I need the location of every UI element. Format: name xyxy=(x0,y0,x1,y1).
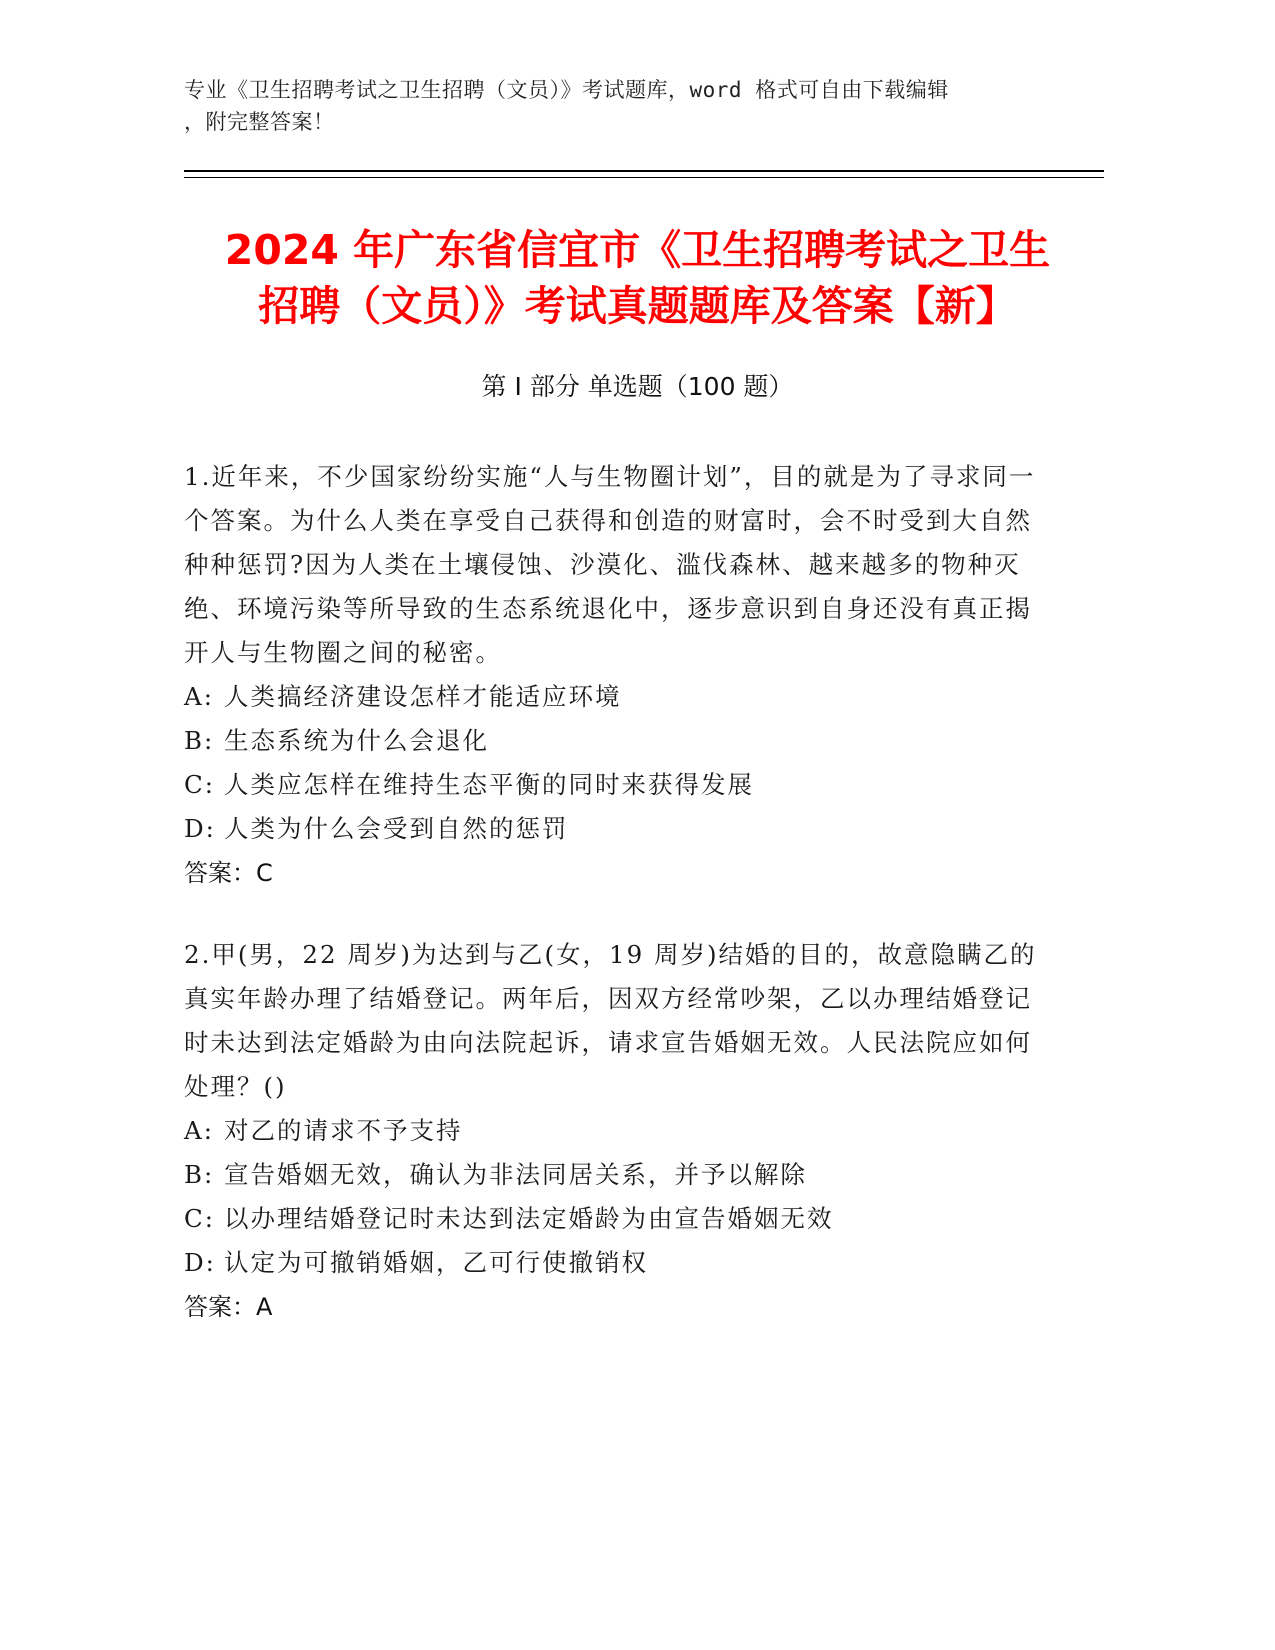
option-text: 对乙的请求不予支持 xyxy=(224,1116,463,1145)
header-note xyxy=(184,74,1064,138)
option-text: 宣告婚姻无效，确认为非法同居关系，并予以解除 xyxy=(224,1160,807,1189)
option-c xyxy=(184,763,1044,807)
option-c xyxy=(184,1197,1044,1241)
option-a xyxy=(184,1109,1044,1153)
header-note-line-1: 专业《卫生招聘考试之卫生招聘（文员）》考试题库，word 格式可自由下载编辑 xyxy=(184,78,949,102)
answer-line: 答案：C xyxy=(184,859,273,887)
option-key: C: xyxy=(184,770,216,799)
option-b xyxy=(184,719,1044,763)
option-key: D: xyxy=(184,814,216,843)
header-divider-thin xyxy=(184,177,1104,178)
header-divider-thick xyxy=(184,170,1104,172)
option-key: D: xyxy=(184,1248,216,1277)
option-key: C: xyxy=(184,1204,216,1233)
option-d xyxy=(184,1241,1044,1285)
section-heading: 第 I 部分 单选题（100 题） xyxy=(481,372,794,401)
option-key: A: xyxy=(184,682,214,711)
header-note-line-2: ，附完整答案！ xyxy=(184,110,335,134)
question-stem: 1.近年来，不少国家纷纷实施“人与生物圈计划”，目的就是为了寻求同一个答案。为什么人类在享受自己获得和创造的财富时，会不时受到大自然种种惩罚?因为人类在土壤侵蚀、沙漠化、滥伐森林、越来越多的物种灭绝、环境污染等所导致的生态系统退化中，逐步意识到自身还没有真正揭开人与生物圈之间的秘密。 xyxy=(184,462,1036,667)
option-text: 人类为什么会受到自然的惩罚 xyxy=(224,814,569,843)
option-d xyxy=(184,807,1044,851)
option-a xyxy=(184,675,1044,719)
document-title-line-1: 2024 年广东省信宜市《卫生招聘考试之卫生 xyxy=(224,226,1051,274)
option-text: 人类应怎样在维持生态平衡的同时来获得发展 xyxy=(224,770,754,799)
question-stem: 2.甲(男，22 周岁)为达到与乙(女，19 周岁)结婚的目的，故意隐瞒乙的真实年龄办理了结婚登记。两年后，因双方经常吵架，乙以办理结婚登记时未达到法定婚龄为由向法院起诉，请求宣告婚姻无效。人民法院应如何处理？() xyxy=(184,940,1037,1101)
option-b xyxy=(184,1153,1044,1197)
answer-line: 答案：A xyxy=(184,1293,273,1321)
option-text: 以办理结婚登记时未达到法定婚龄为由宣告婚姻无效 xyxy=(224,1204,834,1233)
option-text: 生态系统为什么会退化 xyxy=(224,726,489,755)
document-title xyxy=(140,222,1135,334)
document-title-line-2: 招聘（文员）》考试真题题库及答案【新】 xyxy=(258,282,1017,330)
option-key: A: xyxy=(184,1116,214,1145)
option-text: 人类搞经济建设怎样才能适应环境 xyxy=(224,682,622,711)
question-2 xyxy=(184,933,1044,1329)
question-1 xyxy=(184,455,1044,895)
option-key: B: xyxy=(184,1160,215,1189)
option-text: 认定为可撤销婚姻，乙可行使撤销权 xyxy=(224,1248,648,1277)
option-key: B: xyxy=(184,726,215,755)
